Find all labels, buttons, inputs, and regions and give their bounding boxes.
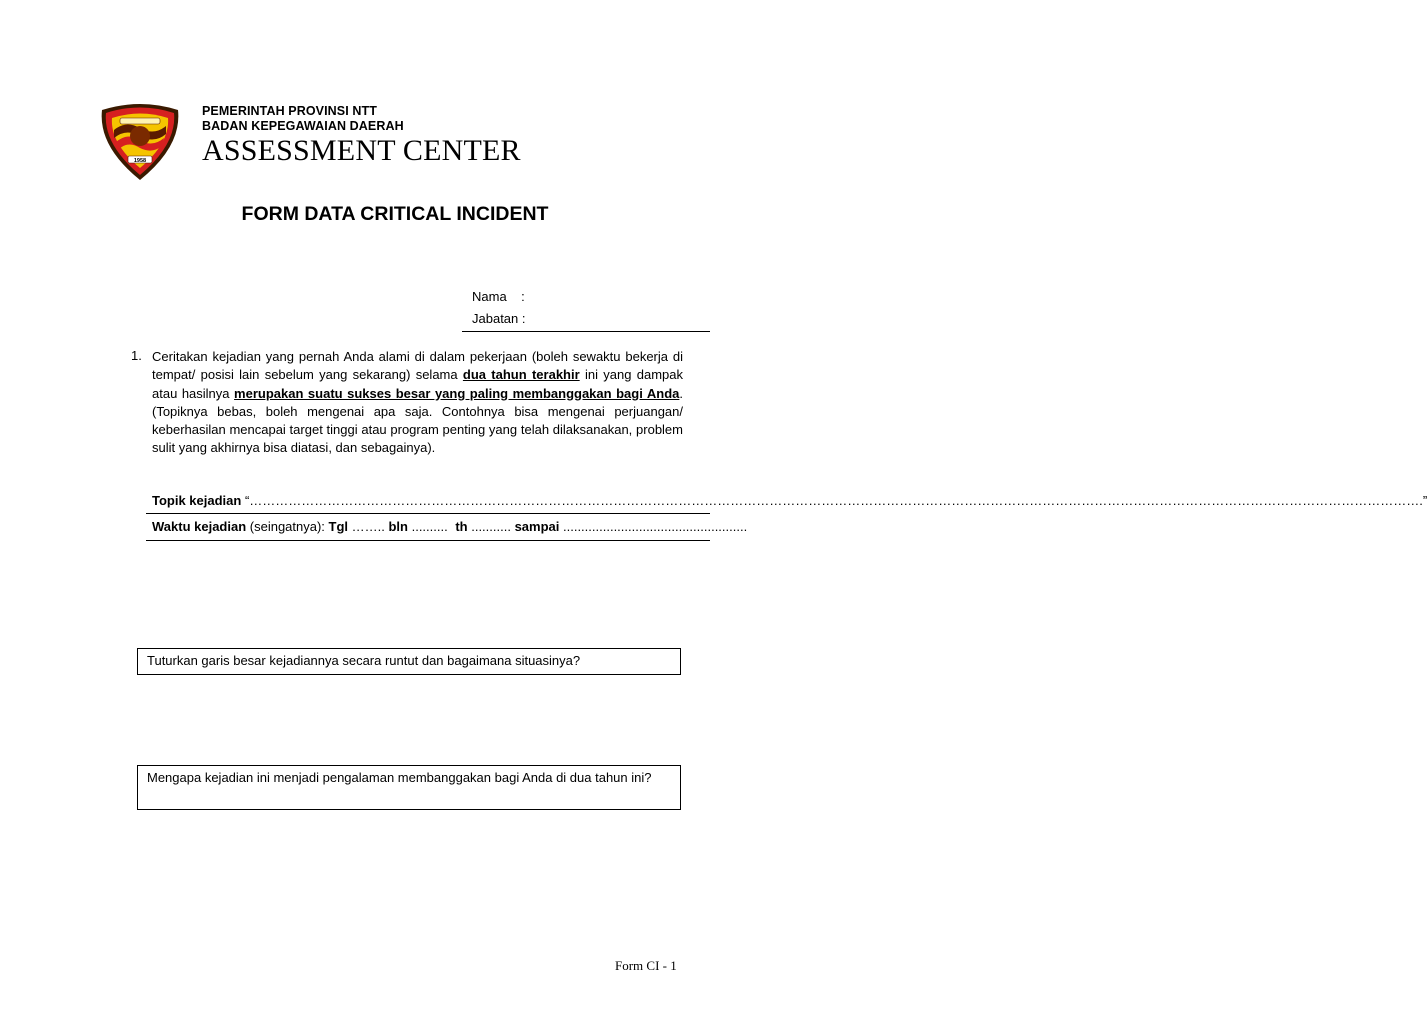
waktu-field[interactable] bbox=[152, 519, 768, 534]
agency-name: BADAN KEPEGAWAIAN DAERAH bbox=[202, 119, 404, 133]
province-logo bbox=[96, 100, 184, 182]
center-title: ASSESSMENT CENTER bbox=[202, 134, 521, 167]
topik-blank[interactable]: “……………………………………………………………………………………………………………………………………………………………………………………………………………………………………………….” bbox=[244, 493, 1427, 508]
bln-blank[interactable]: .......... bbox=[407, 519, 452, 534]
emphasis-two-years: dua tahun terakhir bbox=[462, 367, 580, 383]
motto-ribbon bbox=[120, 118, 160, 124]
tgl-blank[interactable]: …….. bbox=[348, 519, 389, 534]
emblem-circle bbox=[130, 126, 150, 146]
question-text-1: Ceritakan kejadian yang pernah Anda alami di dalam pekerjaan (boleh sewaktu bekerja di tempat/ posisi lain sebelum yang sekarang) selama bbox=[152, 349, 683, 383]
nama-field[interactable]: Nama : bbox=[472, 289, 525, 304]
topik-field[interactable] bbox=[152, 493, 1427, 508]
jabatan-field[interactable]: Jabatan : bbox=[472, 311, 526, 326]
emphasis-success: merupakan suatu sukses besar yang paling membanggakan bagi Anda bbox=[234, 385, 680, 401]
identity-underline bbox=[462, 331, 710, 332]
topik-label: Topik kejadian bbox=[152, 493, 242, 508]
question-instructions bbox=[152, 348, 683, 458]
sampai-blank[interactable]: ................................................... bbox=[559, 519, 748, 534]
form-title: FORM DATA CRITICAL INCIDENT bbox=[241, 203, 549, 225]
th-blank[interactable]: ........... bbox=[467, 519, 515, 534]
question-text-2: ini yang dampak atau hasilnya bbox=[152, 367, 683, 401]
th-label: th bbox=[455, 519, 468, 534]
bln-label: bln bbox=[388, 519, 408, 534]
government-name: PEMERINTAH PROVINSI NTT bbox=[202, 104, 377, 118]
waktu-note: (seingatnya): bbox=[246, 519, 329, 534]
waktu-underline bbox=[146, 540, 710, 541]
pride-question-box: Mengapa kejadian ini menjadi pengalaman membanggakan bagi Anda di dua tahun ini? bbox=[137, 765, 681, 810]
waktu-label: Waktu kejadian bbox=[152, 519, 247, 534]
topik-underline bbox=[146, 513, 710, 514]
question-text-3: . (Topiknya bebas, boleh mengenai apa saja. Contohnya bisa mengenai perjuangan/ keberhasilan mencapai target tinggi atau program penting yang telah dilaksanakan, problem sulit yang akhirnya bisa diatasi, dan sebagainya). bbox=[152, 385, 683, 456]
logo-year: 1958 bbox=[133, 158, 147, 164]
situation-question-box: Tuturkan garis besar kejadiannya secara runtut dan bagaimana situasinya? bbox=[137, 648, 681, 675]
tgl-label: Tgl bbox=[328, 519, 349, 534]
sampai-label: sampai bbox=[514, 519, 560, 534]
question-number: 1. bbox=[131, 348, 142, 363]
form-code: Form CI - 1 bbox=[615, 958, 677, 973]
